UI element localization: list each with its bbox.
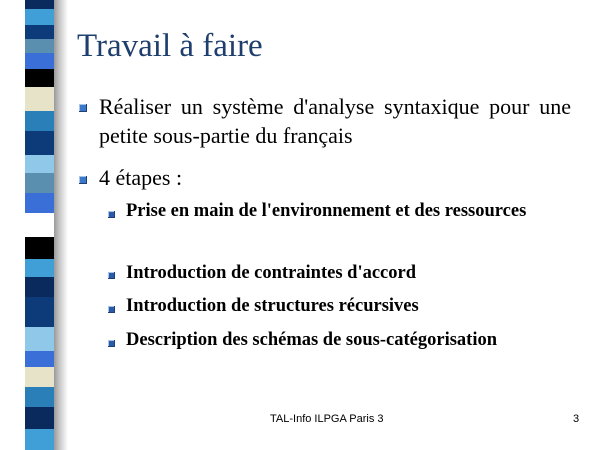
strip-block <box>25 327 54 351</box>
strip-block <box>25 297 54 327</box>
strip-block <box>25 155 54 173</box>
strip-block <box>25 131 54 155</box>
strip-block <box>25 0 54 9</box>
strip-block <box>25 387 54 407</box>
strip-block <box>25 407 54 429</box>
sub-bullet-text: Description des schémas de sous-catégorisation <box>126 330 498 350</box>
strip-shadow <box>54 0 68 450</box>
square-bullet-icon <box>108 340 115 347</box>
strip-block <box>25 9 54 25</box>
page-number: 3 <box>573 413 580 425</box>
square-bullet-icon <box>79 176 87 184</box>
strip-block <box>25 367 54 387</box>
strip-block <box>25 39 54 53</box>
strip-block <box>25 213 54 237</box>
strip-block <box>25 237 54 259</box>
footer-text: TAL-Info ILPGA Paris 3 <box>270 413 384 425</box>
strip-block <box>25 69 54 87</box>
square-bullet-icon <box>108 272 115 279</box>
sub-bullet-text: Prise en main de l'environnement et des ressources <box>126 201 527 221</box>
strip-block <box>25 111 54 131</box>
bullet-text: 4 étapes : <box>99 165 183 190</box>
strip-block <box>25 25 54 39</box>
strip-block <box>25 193 54 213</box>
square-bullet-icon <box>108 306 115 313</box>
strip-block <box>25 53 54 69</box>
strip-block <box>25 351 54 367</box>
strip-block <box>25 87 54 111</box>
decorative-color-strip <box>25 0 54 450</box>
slide-title: Travail à faire <box>77 28 263 64</box>
sub-bullet-text: Introduction de contraintes d'accord <box>126 263 417 283</box>
square-bullet-icon <box>108 211 115 218</box>
square-bullet-icon <box>79 104 87 112</box>
strip-block <box>25 429 54 450</box>
sub-bullet-text: Introduction de structures récursives <box>126 296 419 316</box>
strip-block <box>25 259 54 277</box>
strip-block <box>25 173 54 193</box>
bullet-text: Réaliser un système d'analyse syntaxique pour une petite sous-partie du français <box>99 94 571 148</box>
strip-block <box>25 277 54 297</box>
